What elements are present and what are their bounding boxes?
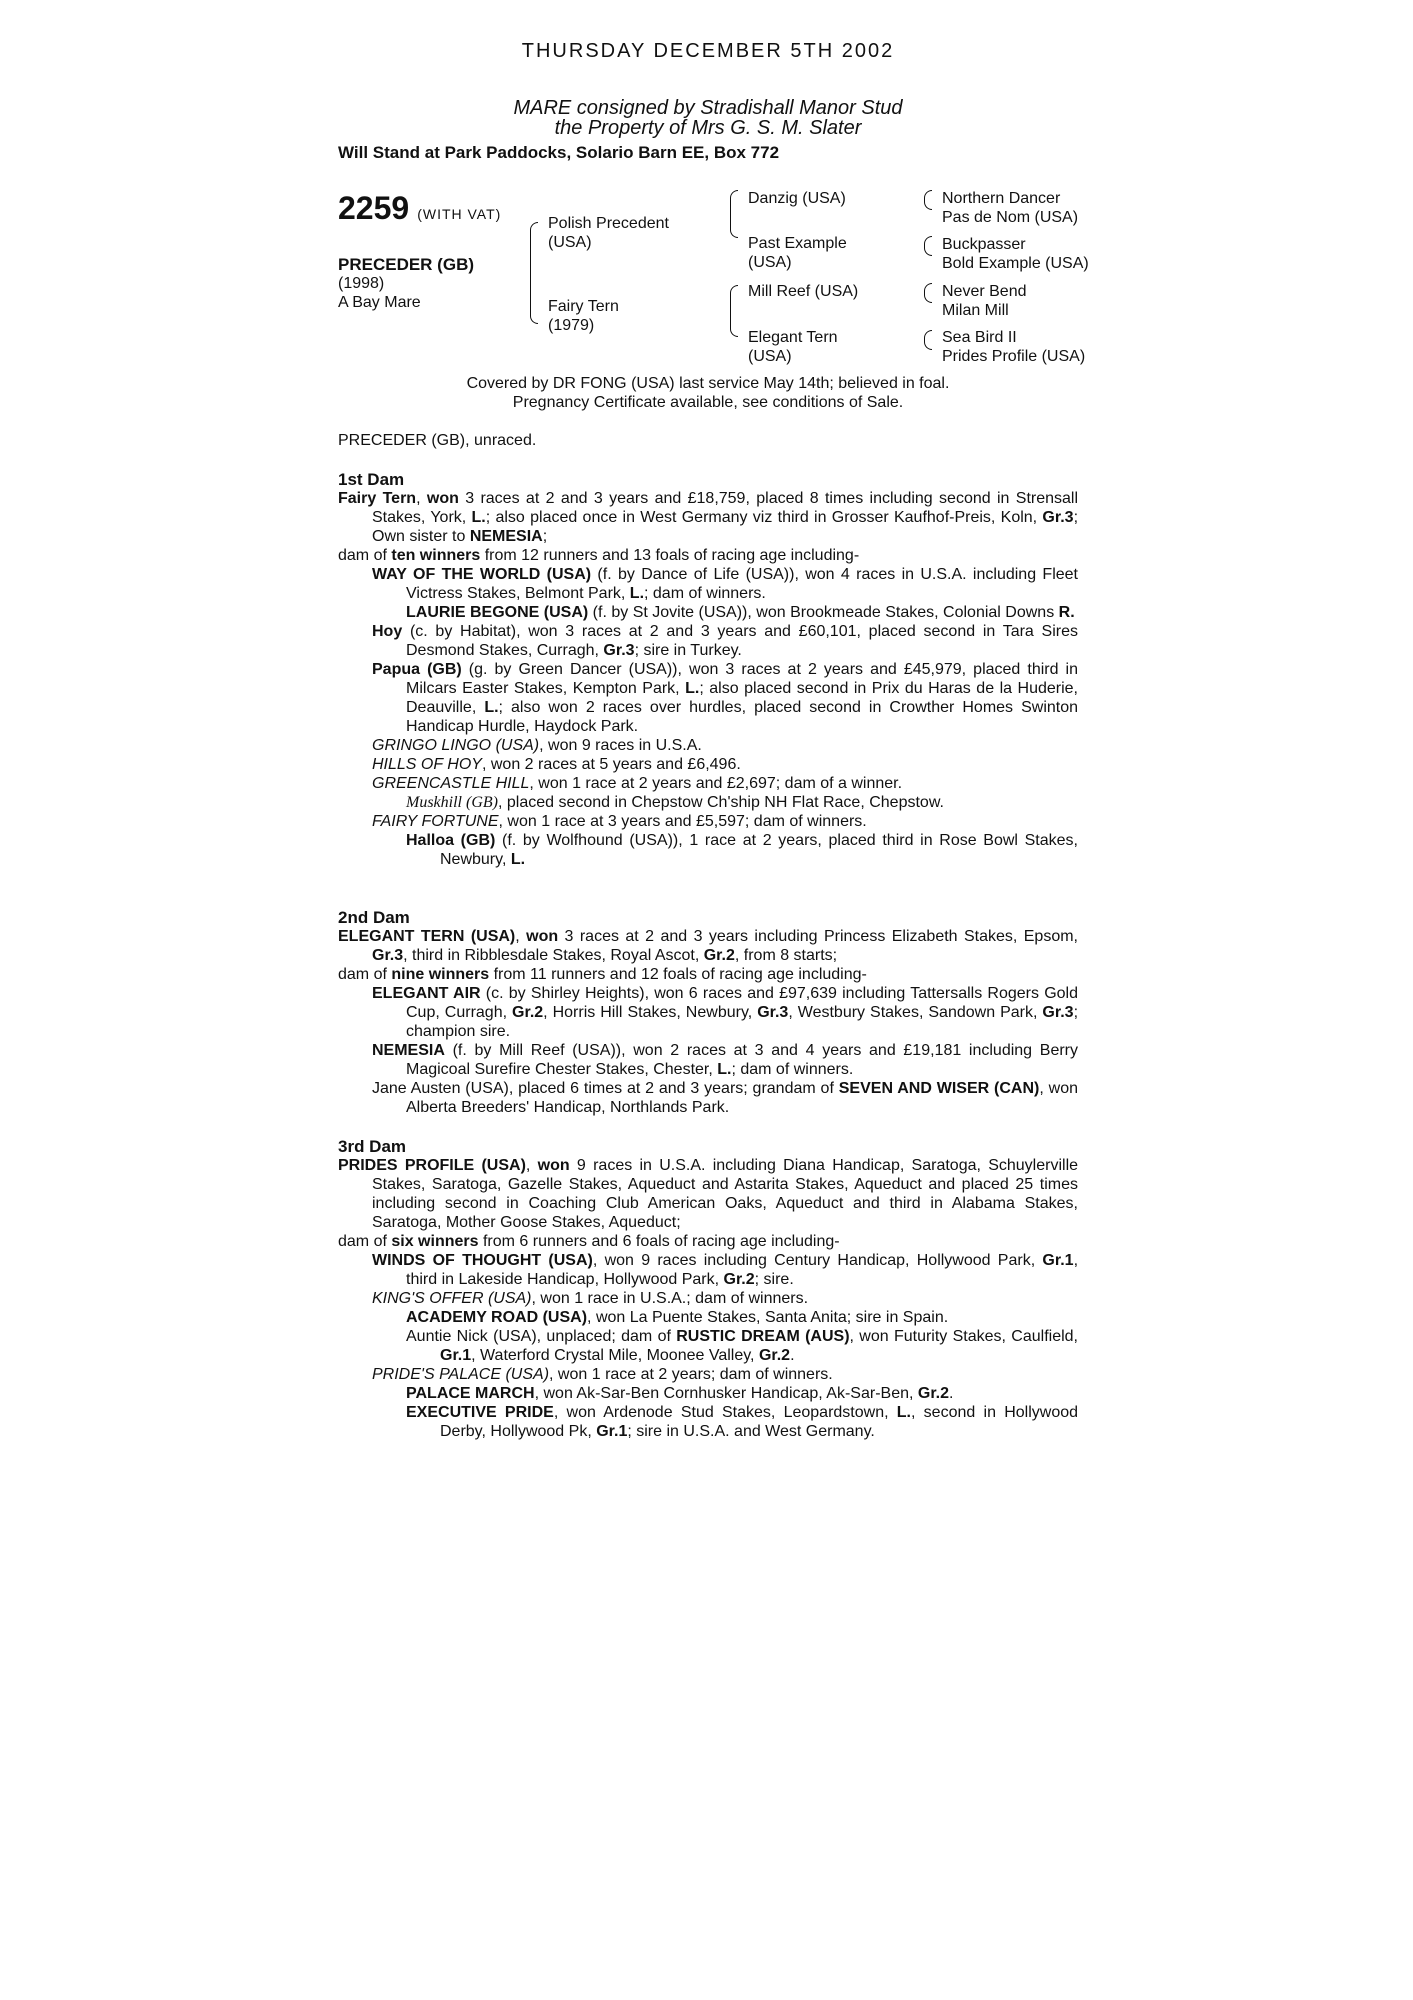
first-dam-section	[338, 489, 1078, 869]
pedigree-brace-1	[530, 222, 538, 324]
covered-note: Covered by DR FONG (USA) last service May 14th; believed in foal. Pregnancy Certificate available, see conditions of Sale.	[466, 375, 950, 411]
stand-location: Will Stand at Park Paddocks, Solario Barn EE, Box 772	[338, 143, 780, 162]
consignor	[338, 98, 1078, 138]
list-item: WAY OF THE WORLD (USA) (f. by Dance of Life (USA)), won 4 races in U.S.A. including Fleet Victress Stakes, Belmont Park, L.; dam of winners.	[372, 566, 1078, 602]
pedigree-sire: Polish Precedent (USA)	[548, 215, 669, 251]
first-dam-heading: 1st Dam	[338, 470, 405, 489]
list-item: PALACE MARCH, won Ak-Sar-Ben Cornhusker Handicap, Ak-Sar-Ben, Gr.2.	[406, 1385, 954, 1402]
pedigree-dam-sire: Mill Reef (USA)	[748, 283, 859, 300]
vat-note: (WITH VAT)	[417, 206, 502, 222]
pedigree-dam: Fairy Tern (1979)	[548, 298, 619, 334]
race-record-intro: PRECEDER (GB), unraced.	[338, 432, 537, 449]
pedigree-gen3-1: Northern Dancer Pas de Nom (USA)	[942, 190, 1079, 226]
horse-year: (1998)	[338, 275, 385, 292]
pedigree-brace-2b	[730, 285, 738, 337]
pedigree-brace-3a	[924, 190, 932, 210]
list-item: ELEGANT AIR (c. by Shirley Heights), won 6 races and £97,639 including Tattersalls Rogers Gold Cup, Curragh, Gr.2, Horris Hill Stakes, Newbury, Gr.3, Westbury Stakes, Sandown Park, Gr.3; champion sire.	[372, 985, 1079, 1040]
pedigree-brace-3c	[924, 283, 932, 303]
first-dam-produce: dam of ten winners from 12 runners and 13 foals of racing age including-	[338, 547, 860, 564]
pedigree-brace-3d	[924, 330, 932, 350]
third-dam-section	[338, 1156, 1078, 1441]
list-item: Papua (GB) (g. by Green Dancer (USA)), won 3 races at 2 years and £45,979, placed third in Milcars Easter Stakes, Kempton Park, L.; also placed second in Prix du Haras de la Huderie, Deauville, L.; also won 2 races over hurdles, placed second in Crowther Homes Swinton Handicap Hurdle, Haydock Park.	[372, 661, 1079, 735]
pedigree-brace-2a	[730, 190, 738, 238]
list-item: EXECUTIVE PRIDE, won Ardenode Stud Stakes, Leopardstown, L., second in Hollywood Derby, Hollywood Pk, Gr.1; sire in U.S.A. and West Germany.	[406, 1404, 1079, 1440]
consignor-line-1: MARE consigned by Stradishall Manor Stud	[513, 97, 903, 119]
lot-header	[338, 190, 501, 227]
list-item: GRINGO LINGO (USA), won 9 races in U.S.A.	[372, 737, 702, 754]
pedigree-gen3-4: Sea Bird II Prides Profile (USA)	[942, 329, 1086, 365]
first-dam-entry: Fairy Tern, won 3 races at 2 and 3 years and £18,759, placed 8 times including second in Strensall Stakes, York, L.; also placed once in West Germany viz third in Grosser Kaufhof-Preis, Koln, Gr.3; Own sister to NEMESIA;	[338, 490, 1079, 545]
pedigree-brace-3b	[924, 236, 932, 256]
pedigree-sire-dam: Past Example (USA)	[748, 235, 847, 271]
pedigree-dam-dam: Elegant Tern (USA)	[748, 329, 838, 365]
third-dam-entry: PRIDES PROFILE (USA), won 9 races in U.S.A. including Diana Handicap, Saratoga, Schuylerville Stakes, Saratoga, Gazelle Stakes, Aqueduct and Astarita Stakes, Aqueduct and placed 25 times including second in Coaching Club American Oaks, Aqueduct and third in Alabama Stakes, Saratoga, Mother Goose Stakes, Aqueduct;	[338, 1157, 1079, 1231]
third-dam-heading: 3rd Dam	[338, 1137, 407, 1156]
list-item: Muskhill (GB), placed second in Chepstow Ch'ship NH Flat Race, Chepstow.	[406, 794, 944, 811]
list-item: NEMESIA (f. by Mill Reef (USA)), won 2 races at 3 and 4 years and £19,181 including Berry Magicoal Surefire Chester Stakes, Chester, L.; dam of winners.	[372, 1042, 1078, 1078]
list-item: HILLS OF HOY, won 2 races at 5 years and £6,496.	[372, 756, 741, 773]
list-item: ACADEMY ROAD (USA), won La Puente Stakes, Santa Anita; sire in Spain.	[406, 1309, 949, 1326]
list-item: Auntie Nick (USA), unplaced; dam of RUSTIC DREAM (AUS), won Futurity Stakes, Caulfield, Gr.1, Waterford Crystal Mile, Moonee Valley, Gr.2.	[406, 1328, 1078, 1364]
list-item: LAURIE BEGONE (USA) (f. by St Jovite (USA)), won Brookmeade Stakes, Colonial Downs R.	[406, 604, 1075, 621]
horse-description: A Bay Mare	[338, 294, 421, 311]
horse-name: PRECEDER (GB)	[338, 255, 475, 274]
second-dam-entry: ELEGANT TERN (USA), won 3 races at 2 and 3 years including Princess Elizabeth Stakes, Epsom, Gr.3, third in Ribblesdale Stakes, Royal Ascot, Gr.2, from 8 starts;	[338, 928, 1078, 964]
list-item: Hoy (c. by Habitat), won 3 races at 2 and 3 years and £60,101, placed second in Tara Sires Desmond Stakes, Curragh, Gr.3; sire in Turkey.	[372, 623, 1078, 659]
second-dam-section	[338, 927, 1078, 1117]
list-item: Jane Austen (USA), placed 6 times at 2 and 3 years; grandam of SEVEN AND WISER (CAN), won Alberta Breeders' Handicap, Northlands Park.	[372, 1080, 1078, 1116]
list-item: Halloa (GB) (f. by Wolfhound (USA)), 1 race at 2 years, placed third in Rose Bowl Stakes, Newbury, L.	[406, 832, 1078, 868]
pedigree-sire-sire: Danzig (USA)	[748, 190, 846, 207]
lot-number: 2259	[338, 190, 410, 226]
consignor-line-2: the Property of Mrs G. S. M. Slater	[554, 117, 862, 139]
pedigree-gen3-3: Never Bend Milan Mill	[942, 283, 1027, 319]
list-item: GREENCASTLE HILL, won 1 race at 2 years and £2,697; dam of a winner.	[372, 775, 903, 792]
second-dam-heading: 2nd Dam	[338, 908, 410, 927]
second-dam-produce: dam of nine winners from 11 runners and 12 foals of racing age including-	[338, 966, 867, 983]
list-item: PRIDE'S PALACE (USA), won 1 race at 2 years; dam of winners.	[372, 1366, 833, 1383]
third-dam-produce: dam of six winners from 6 runners and 6 foals of racing age including-	[338, 1233, 840, 1250]
pedigree-gen3-2: Buckpasser Bold Example (USA)	[942, 236, 1089, 272]
list-item: FAIRY FORTUNE, won 1 race at 3 years and £5,597; dam of winners.	[372, 813, 867, 830]
list-item: KING'S OFFER (USA), won 1 race in U.S.A.; dam of winners.	[372, 1290, 809, 1307]
sale-date: THURSDAY DECEMBER 5TH 2002	[521, 40, 895, 62]
list-item: WINDS OF THOUGHT (USA), won 9 races including Century Handicap, Hollywood Park, Gr.1, third in Lakeside Handicap, Hollywood Park, Gr.2; sire.	[372, 1252, 1079, 1288]
